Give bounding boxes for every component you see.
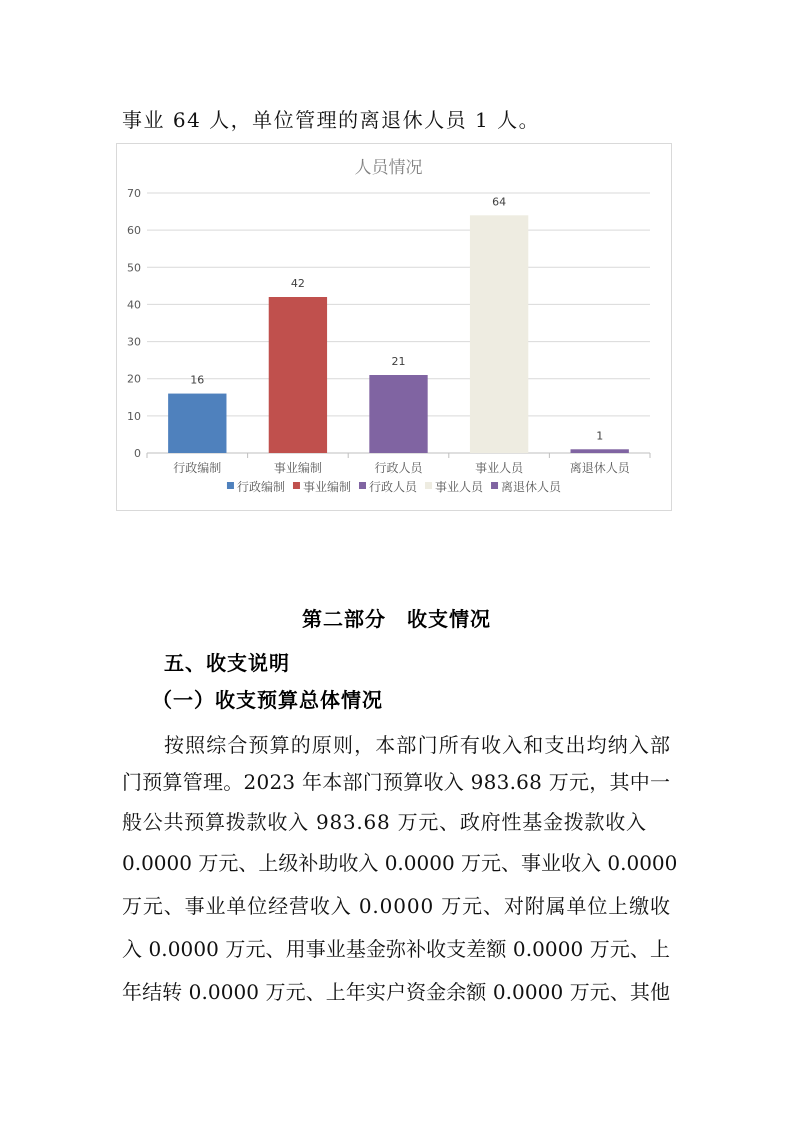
bar <box>571 449 629 453</box>
paragraph-line: 门预算管理。2023 年本部门预算收入 983.68 万元，其中一 <box>122 770 671 794</box>
chart-legend <box>227 479 562 494</box>
paragraph-line: 0.0000 万元、上级补助收入 0.0000 万元、事业收入 0.0000 <box>122 851 678 875</box>
data-label: 16 <box>190 373 205 387</box>
y-tick-label: 70 <box>127 187 141 200</box>
x-tick-label: 事业编制 <box>273 461 322 475</box>
bar <box>369 375 427 453</box>
x-tick-label: 事业人员 <box>475 461 524 475</box>
data-label: 1 <box>596 429 604 443</box>
y-tick-label: 30 <box>127 335 141 349</box>
paragraph-line: 年结转 0.0000 万元、上年实户资金余额 0.0000 万元、其他 <box>122 980 671 1004</box>
legend-label: 行政编制 <box>236 480 285 494</box>
data-label: 42 <box>290 277 305 290</box>
x-tick-label: 行政人员 <box>374 461 423 475</box>
y-tick-label: 10 <box>127 409 141 423</box>
chart-title: 人员情况 <box>354 158 423 178</box>
y-tick-label: 60 <box>127 224 141 238</box>
legend-label: 事业人员 <box>435 480 484 494</box>
paragraph-line: 万元、事业单位经营收入 0.0000 万元、对附属单位上缴收 <box>122 894 671 918</box>
bar <box>269 297 327 453</box>
data-label: 64 <box>492 195 507 209</box>
y-tick-label: 50 <box>127 261 141 275</box>
legend-label: 离退休人员 <box>501 480 562 494</box>
legend-label: 事业编制 <box>302 480 351 494</box>
x-tick-label: 离退休人员 <box>569 461 630 475</box>
bar <box>470 215 528 453</box>
intro-text: 事业 64 人，单位管理的离退休人员 1 人。 <box>122 108 541 132</box>
y-tick-label: 40 <box>127 298 141 312</box>
y-tick-label: 0 <box>134 447 141 460</box>
paragraph-line: 入 0.0000 万元、用事业基金弥补收支差额 0.0000 万元、上 <box>122 937 671 961</box>
paragraph-line: 按照综合预算的原则，本部门所有收入和支出均纳入部 <box>164 733 672 757</box>
x-tick-label: 行政编制 <box>173 461 222 475</box>
data-label: 21 <box>391 355 406 368</box>
staff-bar-chart-svg <box>117 144 671 510</box>
legend-swatch <box>491 482 498 489</box>
section-heading: 五、收支说明 <box>164 651 290 675</box>
staff-chart <box>116 143 672 511</box>
legend-swatch <box>359 482 366 489</box>
subsection-heading: （一）收支预算总体情况 <box>152 688 383 712</box>
bar <box>168 394 226 453</box>
legend-swatch <box>227 482 234 489</box>
legend-swatch <box>425 482 432 489</box>
legend-label: 行政人员 <box>368 480 418 494</box>
paragraph-line: 般公共预算拨款收入 983.68 万元、政府性基金拨款收入 <box>122 810 647 834</box>
part-title: 第二部分 收支情况 <box>302 607 491 631</box>
y-tick-label: 20 <box>127 372 141 386</box>
legend-swatch <box>293 482 300 489</box>
